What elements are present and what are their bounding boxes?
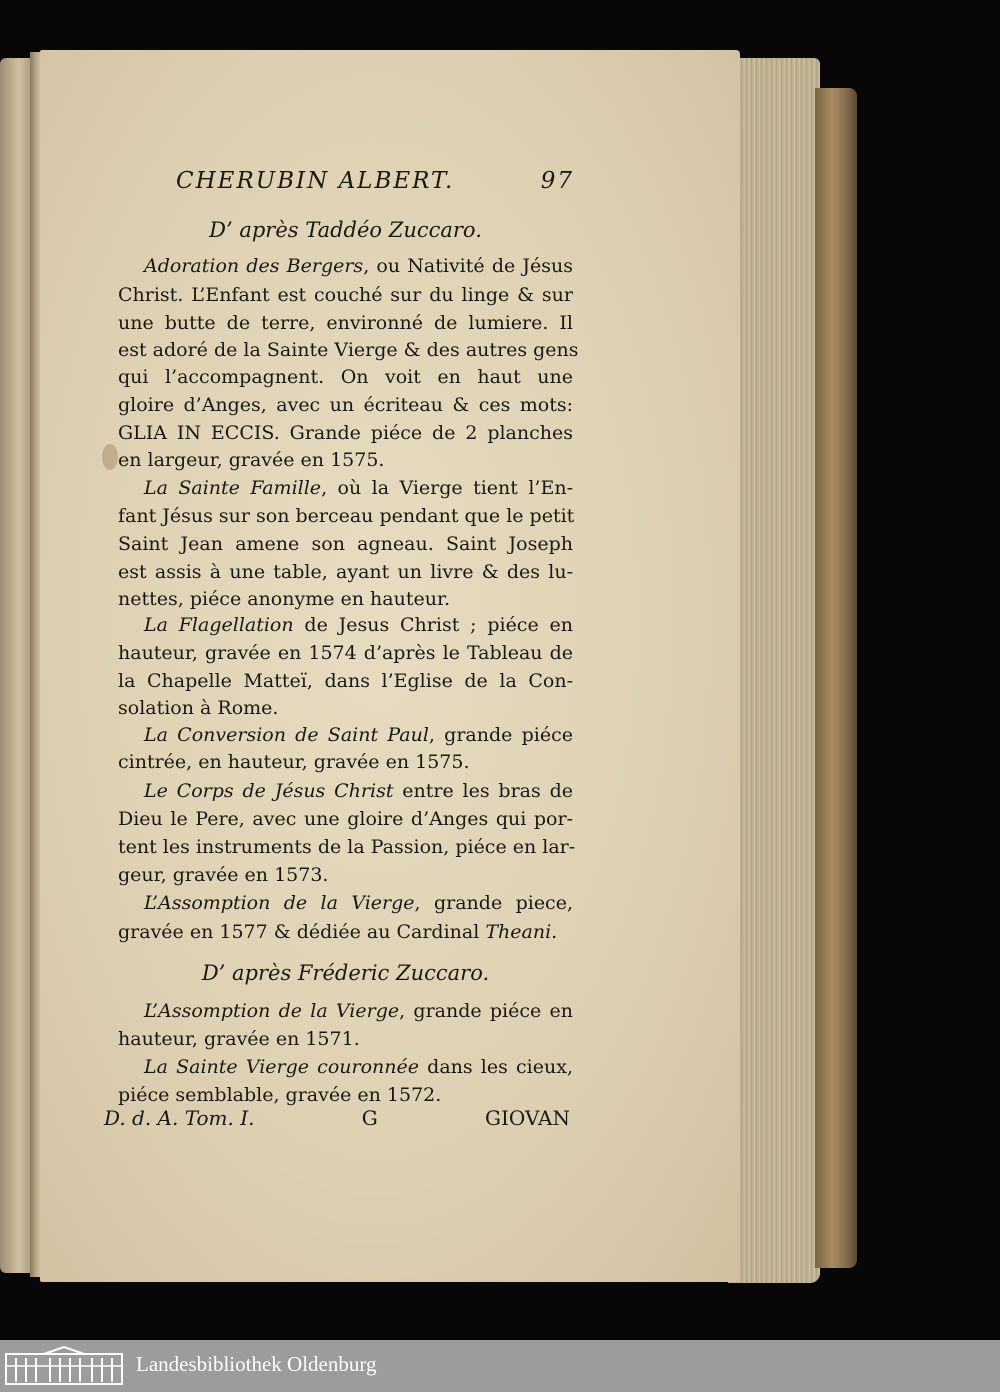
text-segment: hauteur, gravée en 1574 d’après le Tableau de xyxy=(118,642,573,664)
signature-left: D. d. A. Tom. I. xyxy=(104,1106,255,1130)
text-line xyxy=(144,475,573,501)
text-line xyxy=(118,420,573,446)
text-segment: solation à Rome. xyxy=(118,697,279,719)
text-segment: , où la Vierge tient l’En- xyxy=(321,477,573,499)
text-segment: Christ. L’Enfant est couché sur du linge & sur xyxy=(118,284,573,306)
previous-page-edge xyxy=(0,58,34,1273)
text-line xyxy=(118,1082,573,1108)
text-line xyxy=(118,668,573,694)
library-building-icon xyxy=(4,1346,124,1386)
text-line xyxy=(144,612,573,638)
text-segment: entre les bras de xyxy=(393,780,573,802)
text-line xyxy=(118,282,573,308)
italic-title: La Sainte Vierge couronnée xyxy=(144,1056,419,1078)
text-segment: gravée en 1577 & dédiée au Cardinal xyxy=(118,921,486,943)
section-heading-frederic: D’ après Fréderic Zuccaro. xyxy=(201,961,490,985)
running-head-title: CHERUBIN ALBERT. xyxy=(176,168,455,194)
text-segment: Saint Jean amene son agneau. Saint Joseph xyxy=(118,533,573,555)
text-line xyxy=(144,722,573,748)
italic-title: Le Corps de Jésus Christ xyxy=(144,780,394,802)
text-line xyxy=(118,749,573,775)
text-segment: GLIA IN ECCIS. Grande piéce de 2 planches xyxy=(118,422,573,444)
italic-title: La Flagellation xyxy=(144,614,294,636)
text-line xyxy=(118,586,573,612)
text-segment: de Jesus Christ ; piéce en xyxy=(293,614,573,636)
text-segment: cintrée, en hauteur, gravée en 1575. xyxy=(118,751,470,773)
italic-title: L’Assomption de la Vierge xyxy=(144,892,415,914)
text-segment: en largeur, gravée en 1575. xyxy=(118,449,385,471)
text-segment: est adoré de la Sainte Vierge & des autres gens xyxy=(118,339,579,361)
text-line xyxy=(118,364,573,390)
text-segment: hauteur, gravée en 1571. xyxy=(118,1028,360,1050)
text-line xyxy=(118,640,573,666)
text-line xyxy=(118,1026,573,1052)
text-line xyxy=(118,310,573,336)
library-brand-bar xyxy=(0,1340,1000,1392)
text-segment: est assis à une table, ayant un livre & des lu- xyxy=(118,561,573,583)
text-line xyxy=(144,1054,573,1080)
text-segment: tent les instruments de la Passion, piéce en lar- xyxy=(118,836,576,858)
text-line xyxy=(118,503,573,529)
signature-mark: G xyxy=(361,1106,378,1130)
text-line xyxy=(144,998,573,1024)
section-heading-taddeo: D’ après Taddéo Zuccaro. xyxy=(209,218,482,242)
text-line xyxy=(118,806,573,832)
text-line xyxy=(118,862,573,888)
text-segment: , grande piéce xyxy=(428,724,573,746)
text-segment: , grande piece, xyxy=(414,892,573,914)
text-line xyxy=(144,253,573,279)
text-segment: Dieu le Pere, avec une gloire d’Anges qui por- xyxy=(118,808,573,830)
text-segment: nettes, piéce anonyme en hauteur. xyxy=(118,588,450,610)
text-line xyxy=(144,890,573,916)
text-segment: la Chapelle Matteï, dans l’Eglise de la Con- xyxy=(118,670,573,692)
italic-title: Adoration des Bergers xyxy=(144,255,364,277)
italic-title: Theani. xyxy=(485,921,558,943)
text-line xyxy=(118,919,573,945)
text-segment: fant Jésus sur son berceau pendant que le petit xyxy=(118,505,575,527)
text-segment: piéce semblable, gravée en 1572. xyxy=(118,1084,442,1106)
text-line xyxy=(118,392,573,418)
text-line xyxy=(118,337,579,363)
text-segment: qui l’accompagnent. On voit en haut une xyxy=(118,366,573,388)
italic-title: L’Assomption de la Vierge xyxy=(144,1000,400,1022)
page-stain xyxy=(102,444,118,470)
text-line xyxy=(118,559,573,585)
page-number: 97 xyxy=(540,168,574,194)
page-footer xyxy=(104,1106,570,1130)
text-line xyxy=(118,834,576,860)
italic-title: La Sainte Famille xyxy=(144,477,322,499)
text-line xyxy=(144,778,573,804)
text-segment: , ou Nativité de Jésus xyxy=(363,255,574,277)
running-header xyxy=(176,168,574,194)
book-cover-edge xyxy=(815,88,857,1268)
text-segment: dans les cieux, xyxy=(418,1056,573,1078)
text-segment: , grande piéce en xyxy=(399,1000,573,1022)
catchword: GIOVAN xyxy=(485,1106,570,1130)
text-line xyxy=(118,447,573,473)
text-line xyxy=(118,695,573,721)
page-block-edges xyxy=(728,58,820,1283)
text-line xyxy=(118,531,573,557)
text-segment: geur, gravée en 1573. xyxy=(118,864,329,886)
library-name: Landesbibliothek Oldenburg xyxy=(136,1352,377,1376)
italic-title: La Conversion de Saint Paul xyxy=(144,724,429,746)
text-segment: gloire d’Anges, avec un écriteau & ces mots: xyxy=(118,394,573,416)
text-segment: une butte de terre, environné de lumiere. Il xyxy=(118,312,573,334)
